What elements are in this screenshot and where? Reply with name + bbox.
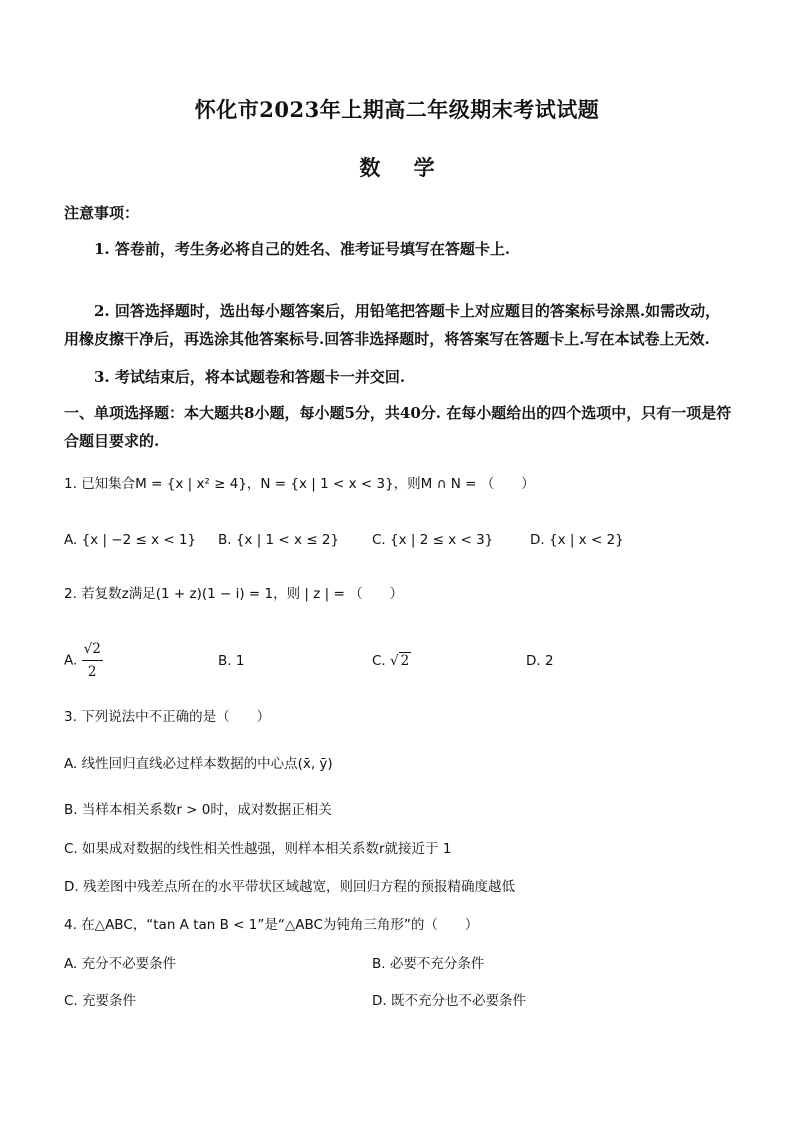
option-a: A. 充分不必要条件 [64, 956, 177, 972]
question-3 [64, 707, 270, 727]
question-text: 已知集合M = {x | x² ≥ 4}，N = {x | 1 < x < 3}，则M ∩ N = （ ） [81, 476, 535, 492]
option-label: A. [64, 652, 78, 669]
option-b: B. 1 [218, 653, 245, 669]
option-d: D. {x | x < 2} [530, 532, 624, 548]
subject-char: 数 [359, 155, 381, 180]
option-d: D. 残差图中残差点所在的水平带状区域越宽，则回归方程的预报精确度越低 [64, 879, 515, 895]
section-heading: 一、单项选择题：本大题共8小题，每小题5分，共40分. 在每小题给出的四个选项中，只有一项是符合题目要求的. [64, 404, 732, 450]
option-label: C. [372, 653, 386, 669]
option-c [372, 651, 411, 671]
fraction-denominator: 2 [87, 664, 97, 680]
question-2 [64, 584, 403, 604]
option-c: C. {x | 2 ≤ x < 3} [372, 532, 494, 548]
subject-char: 学 [413, 155, 435, 180]
question-number: 2. [64, 586, 77, 602]
fraction [82, 638, 103, 683]
option-c: C. 充要条件 [64, 993, 137, 1009]
fraction-numerator: √2 [82, 638, 103, 661]
notice-item: 1. 答卷前，考生务必将自己的姓名、准考证号填写在答题卡上. [94, 240, 511, 258]
option-b: B. {x | 1 < x ≤ 2} [218, 532, 340, 548]
question-number: 1. [64, 476, 77, 492]
notice-item: 3. 考试结束后，将本试题卷和答题卡一并交回. [94, 368, 406, 386]
notice-item: 2. 回答选择题时，选出每小题答案后，用铅笔把答题卡上对应题目的答案标号涂黑.如需改动，用橡皮擦干净后，再选涂其他答案标号.回答非选择题时，将答案写在答题卡上.写在本试卷上无效. [64, 302, 721, 348]
square-root: √ 2 [390, 653, 410, 669]
question-text: 在△ABC，“tan A tan B < 1”是“△ABC为钝角三角形”的（ ） [81, 917, 479, 933]
question-4 [64, 915, 478, 935]
question-text: 若复数z满足(1 + z)(1 − i) = 1，则 | z | = （ ） [81, 586, 404, 602]
option-a: A. 线性回归直线必过样本数据的中心点(x̄, ȳ) [64, 756, 333, 772]
notice-heading: 注意事项： [64, 204, 140, 222]
radicand: 2 [400, 653, 410, 669]
option-b: B. 必要不充分条件 [372, 956, 485, 972]
subject-title [0, 152, 794, 182]
option-d: D. 2 [526, 653, 554, 669]
option-a [64, 638, 103, 683]
question-number: 4. [64, 917, 77, 933]
question-1 [64, 474, 535, 494]
question-text: 下列说法中不正确的是（ ） [81, 709, 271, 725]
question-number: 3. [64, 709, 77, 725]
option-b: B. 当样本相关系数r > 0时，成对数据正相关 [64, 802, 332, 818]
option-a: A. {x | −2 ≤ x < 1} [64, 532, 197, 548]
option-c: C. 如果成对数据的线性相关性越强，则样本相关系数r就接近于 1 [64, 841, 452, 857]
option-d: D. 既不充分也不必要条件 [372, 993, 526, 1009]
exam-title: 怀化市2023年上期高二年级期末考试试题 [194, 97, 600, 122]
